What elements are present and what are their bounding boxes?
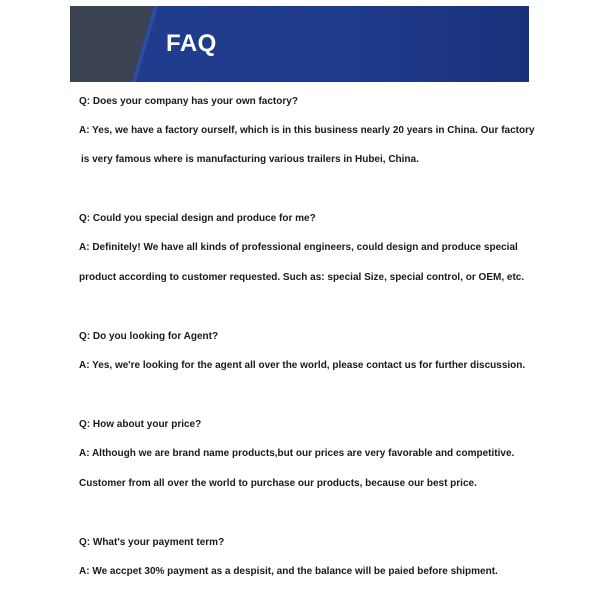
faq-answer-line: A: Yes, we have a factory ourself, which is in this business nearly 20 years in China. Our factory <box>79 125 535 136</box>
faq-question: Q: Do you looking for Agent? <box>79 331 219 342</box>
faq-answer-line: A: Yes, we're looking for the agent all over the world, please contact us for further discussion. <box>79 360 526 371</box>
faq-question: Q: Does your company has your own factory? <box>79 96 298 107</box>
faq-question: Q: How about your price? <box>79 419 202 430</box>
faq-answer-line: product according to customer requested. Such as: special Size, special control, or OEM, etc. <box>79 272 525 283</box>
faq-answer-line: A: Definitely! We have all kinds of professional engineers, could design and produce special <box>79 242 518 253</box>
faq-answer-line: Customer from all over the world to purchase our products, because our best price. <box>79 478 477 489</box>
page-title: FAQ <box>166 30 217 57</box>
faq-question: Q: What's your payment term? <box>79 537 225 548</box>
faq-header-banner <box>70 6 529 82</box>
faq-question: Q: Could you special design and produce for me? <box>79 213 316 224</box>
faq-answer-line: is very famous where is manufacturing various trailers in Hubei, China. <box>81 154 419 165</box>
faq-answer-line: A: Although we are brand name products,but our prices are very favorable and competitive. <box>79 448 515 459</box>
faq-answer-line: A: We accpet 30% payment as a despisit, and the balance will be paied before shipment. <box>79 566 498 577</box>
